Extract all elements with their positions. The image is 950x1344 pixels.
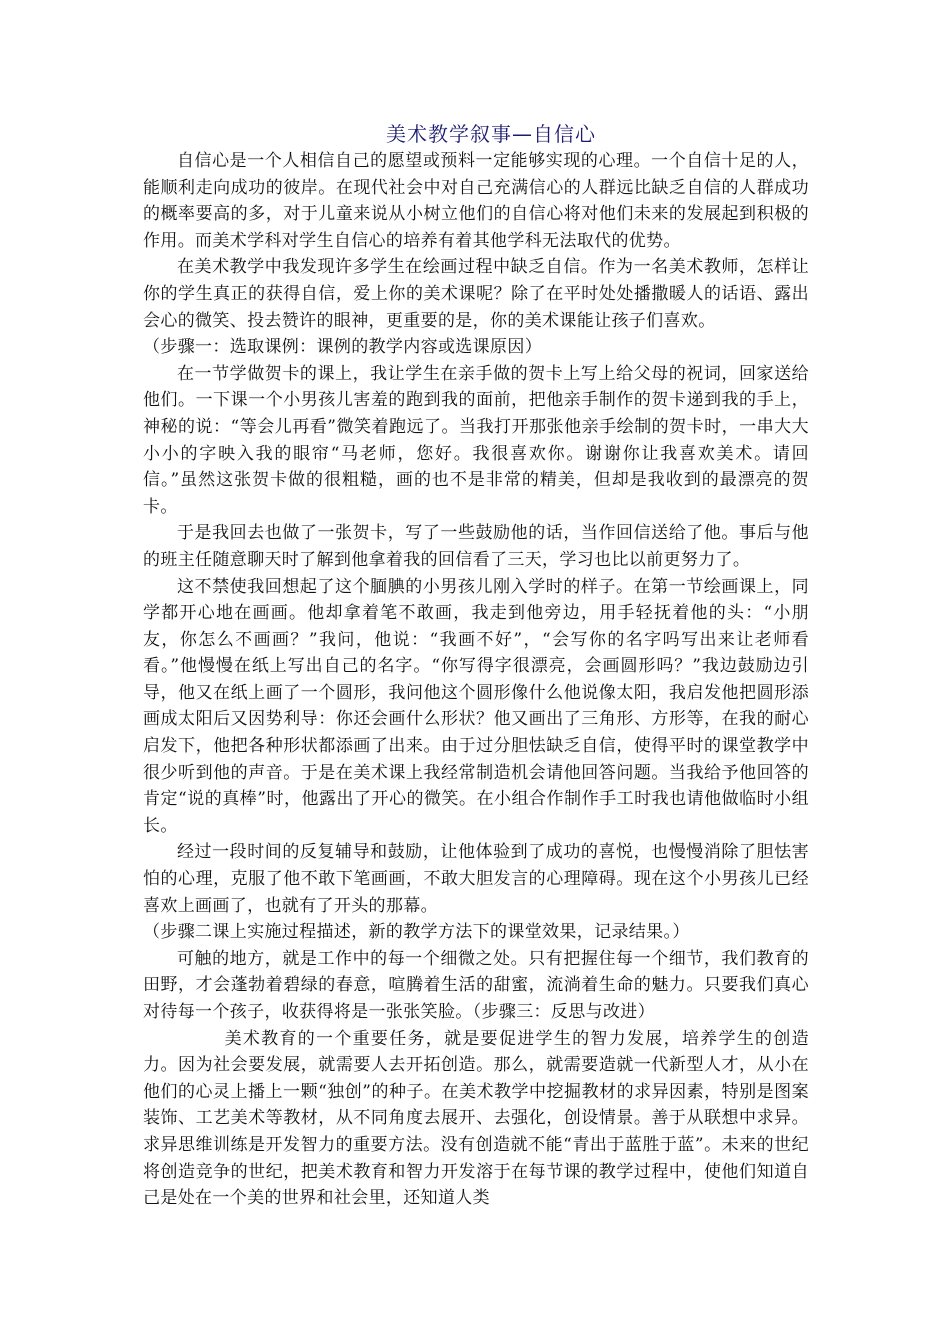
paragraph-greeting-card: 在一节学做贺卡的课上，我让学生在亲手做的贺卡上写上给父母的祝词，回家送给他们。一下课一个小男孩儿害羞的跑到我的面前，把他亲手制作的贺卡递到我的手上，神秘的说：“等会儿再看”微笑着跑远了。当我打开那张他亲手绘制的贺卡时，一串大大小小的字映入我的眼帘“马老师，您好。我很喜欢你。谢谢你让我喜欢美术。请回信。”虽然这张贺卡做的很粗糙，画的也不是非常的精美，但却是我收到的最漂亮的贺卡。 xyxy=(143,363,809,517)
paragraph-progress: 经过一段时间的反复辅导和鼓励，让他体验到了成功的喜悦，也慢慢消除了胆怯害怕的心理，克服了他不敢下笔画画，不敢大胆发言的心理障碍。现在这个小男孩儿已经喜欢上画画了，也就有了开头的那幕。 xyxy=(143,842,809,916)
document-page xyxy=(143,118,809,1212)
paragraph-creativity: 美术教育的一个重要任务，就是要促进学生的智力发展，培养学生的创造力。因为社会要发展，就需要人去开拓创造。那么，就需要造就一代新型人才，从小在他们的心灵上播上一颗“独创”的种子。在美术教学中挖掘教材的求异因素，特别是图案装饰、工艺美术等教材，从不同角度去展开、去强化，创设情景。善于从联想中求异。求异思维训练是开发智力的重要方法。没有创造就不能“青出于蓝胜于蓝”。未来的世纪将创造竞争的世纪，把美术教育和智力开发溶于在每节课的教学过程中，使他们知道自己是处在一个美的世界和社会里，还知道人类 xyxy=(143,1028,809,1209)
step-one-note: （步骤一：选取课例：课例的教学内容或选课原因） xyxy=(143,337,543,358)
paragraph-intro: 自信心是一个人相信自己的愿望或预料一定能够实现的心理。一个自信十足的人，能顺利走向成功的彼岸。在现代社会中对自己充满信心的人群远比缺乏自信的人群成功的概率要高的多，对于儿童来说从小树立他们的自信心将对他们未来的发展起到积极的作用。而美术学科对学生自信心的培养有着其他学科无法取代的优势。 xyxy=(143,151,809,251)
paragraph-reply: 于是我回去也做了一张贺卡，写了一些鼓励他的话，当作回信送给了他。事后与他的班主任随意聊天时了解到他拿着我的回信看了三天，学习也比以前更努力了。 xyxy=(143,523,809,570)
document-title: 美术教学叙事—自信心 xyxy=(386,122,596,146)
paragraph-observation: 在美术教学中我发现许多学生在绘画过程中缺乏自信。作为一名美术教师，怎样让你的学生真正的获得自信，爱上你的美术课呢？除了在平时处处播撒暖人的话语、露出会心的微笑、投去赞许的眼神，更重要的是，你的美术课能让孩子们喜欢。 xyxy=(143,257,809,331)
paragraph-recollection: 这不禁使我回想起了这个腼腆的小男孩儿刚入学时的样子。在第一节绘画课上，同学都开心地在画画。他却拿着笔不敢画，我走到他旁边，用手轻抚着他的头：“小朋友，你怎么不画画？”我问，他说：“我画不好”，“会写你的名字吗写出来让老师看看。”他慢慢在纸上写出自己的名字。“你写得字很漂亮，会画圆形吗？”我边鼓励边引导，他又在纸上画了一个圆形，我问他这个圆形像什么他说像太阳，我启发他把圆形添画成太阳后又因势利导：你还会画什么形状？他又画出了三角形、方形等，在我的耐心启发下，他把各种形状都添画了出来。由于过分胆怯缺乏自信，使得平时的课堂教学中很少听到他的声音。于是在美术课上我经常制造机会请他回答问题。当我给予他回答的肯定“说的真棒”时，他露出了开心的微笑。在小组合作制作手工时我也请他做临时小组长。 xyxy=(143,576,809,836)
paragraph-reflection: 可触的地方，就是工作中的每一个细微之处。只有把握住每一个细节，我们教育的田野，才会蓬勃着碧绿的春意，喧腾着生活的甜蜜，流淌着生命的魅力。只要我们真心对待每一个孩子，收获得将是一张张笑脸。（步骤三：反思与改进） xyxy=(143,948,809,1022)
step-two-note: （步骤二课上实施过程描述，新的教学方法下的课堂效果，记录结果。） xyxy=(143,922,690,943)
